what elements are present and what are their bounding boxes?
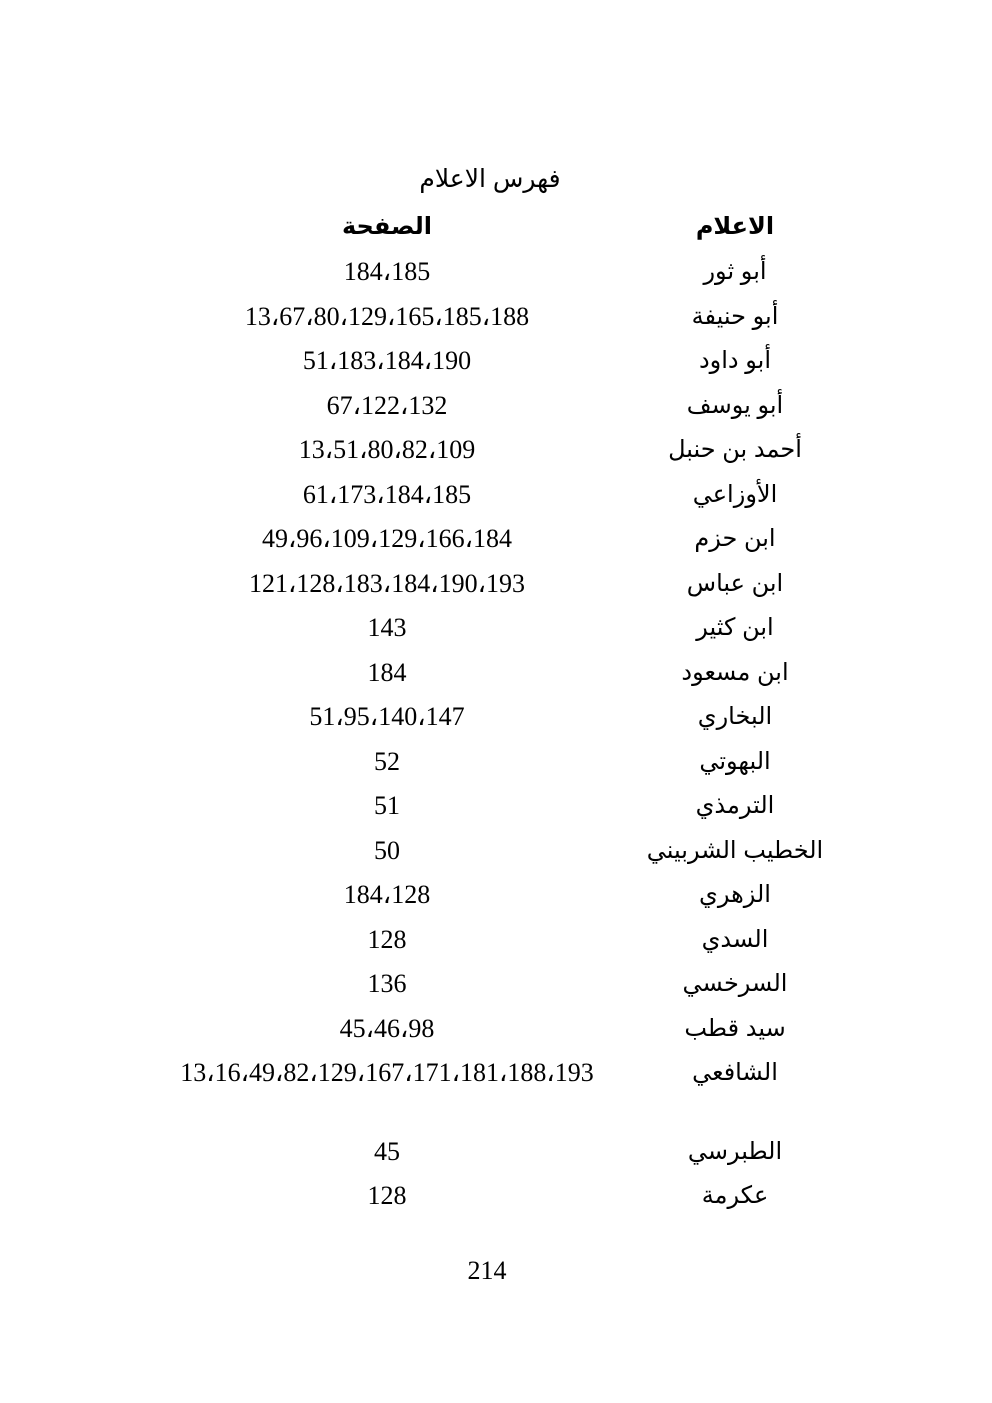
entry-name: أحمد بن حنبل bbox=[668, 436, 802, 463]
entry-name: السرخسي bbox=[682, 970, 788, 997]
entry-name: ابن حزم bbox=[694, 525, 776, 552]
entry-pages: 51 bbox=[374, 791, 400, 820]
entry-name: البخاري bbox=[697, 703, 773, 730]
entry-name: عكرمة bbox=[701, 1182, 769, 1209]
entry-name: الزهري bbox=[699, 881, 771, 908]
entry-pages: 143 bbox=[367, 613, 407, 642]
entry-name: الترمذي bbox=[695, 792, 775, 819]
name-column-header: الاعلام bbox=[695, 213, 775, 240]
pages-column-header: الصفحة bbox=[341, 213, 432, 240]
page-number: 214 bbox=[467, 1256, 507, 1285]
entry-name: أبو داود bbox=[698, 347, 772, 374]
entry-pages: 121،128،183،184،190،193 bbox=[249, 569, 525, 598]
entry-name: أبو ثور bbox=[703, 258, 767, 285]
table-header bbox=[0, 207, 992, 247]
entry-name: ابن كثير bbox=[696, 614, 774, 641]
entry-pages: 184 bbox=[367, 658, 407, 687]
entry-pages: 45 bbox=[374, 1137, 400, 1166]
entry-pages: 67،122،132 bbox=[326, 391, 448, 420]
entry-pages: 184،128 bbox=[343, 880, 431, 909]
entry-pages: 61،173،184،185 bbox=[302, 480, 472, 509]
entry-name: الطبرسي bbox=[687, 1138, 783, 1165]
entry-name: الأوزاعي bbox=[692, 481, 778, 508]
entry-pages: 51،95،140،147 bbox=[309, 702, 465, 731]
entry-pages: 13،67،80،129،165،185،188 bbox=[244, 302, 530, 331]
entry-name: سيد قطب bbox=[684, 1015, 786, 1042]
entry-name: أبو يوسف bbox=[686, 392, 784, 419]
page-title: فهرس الاعلام bbox=[419, 165, 561, 193]
entry-pages: 49،96،109،129،166،184 bbox=[262, 524, 512, 553]
entry-name: أبو حنيفة bbox=[691, 303, 779, 330]
entry-name: الشافعي bbox=[692, 1059, 778, 1086]
entry-name: البهوتي bbox=[699, 748, 771, 775]
entry-pages: 136 bbox=[367, 969, 407, 998]
entry-pages: 45،46،98 bbox=[339, 1014, 435, 1043]
entry-pages: 128 bbox=[367, 925, 407, 954]
entry-pages: 51،183،184،190 bbox=[302, 346, 472, 375]
entry-pages: 13،51،80،82،109 bbox=[298, 435, 476, 464]
entry-name: الخطيب الشربيني bbox=[646, 837, 824, 864]
entry-pages: 13،16،49،82،129،167،171،181،188،193 bbox=[180, 1058, 594, 1087]
entry-pages: 184،185 bbox=[343, 257, 431, 286]
entry-pages: 52 bbox=[374, 747, 400, 776]
entry-name: ابن مسعود bbox=[681, 659, 789, 686]
entry-pages: 50 bbox=[374, 836, 400, 865]
entry-name: السدي bbox=[701, 926, 769, 953]
entry-name: ابن عباس bbox=[686, 570, 784, 597]
entry-pages: 128 bbox=[367, 1181, 407, 1210]
